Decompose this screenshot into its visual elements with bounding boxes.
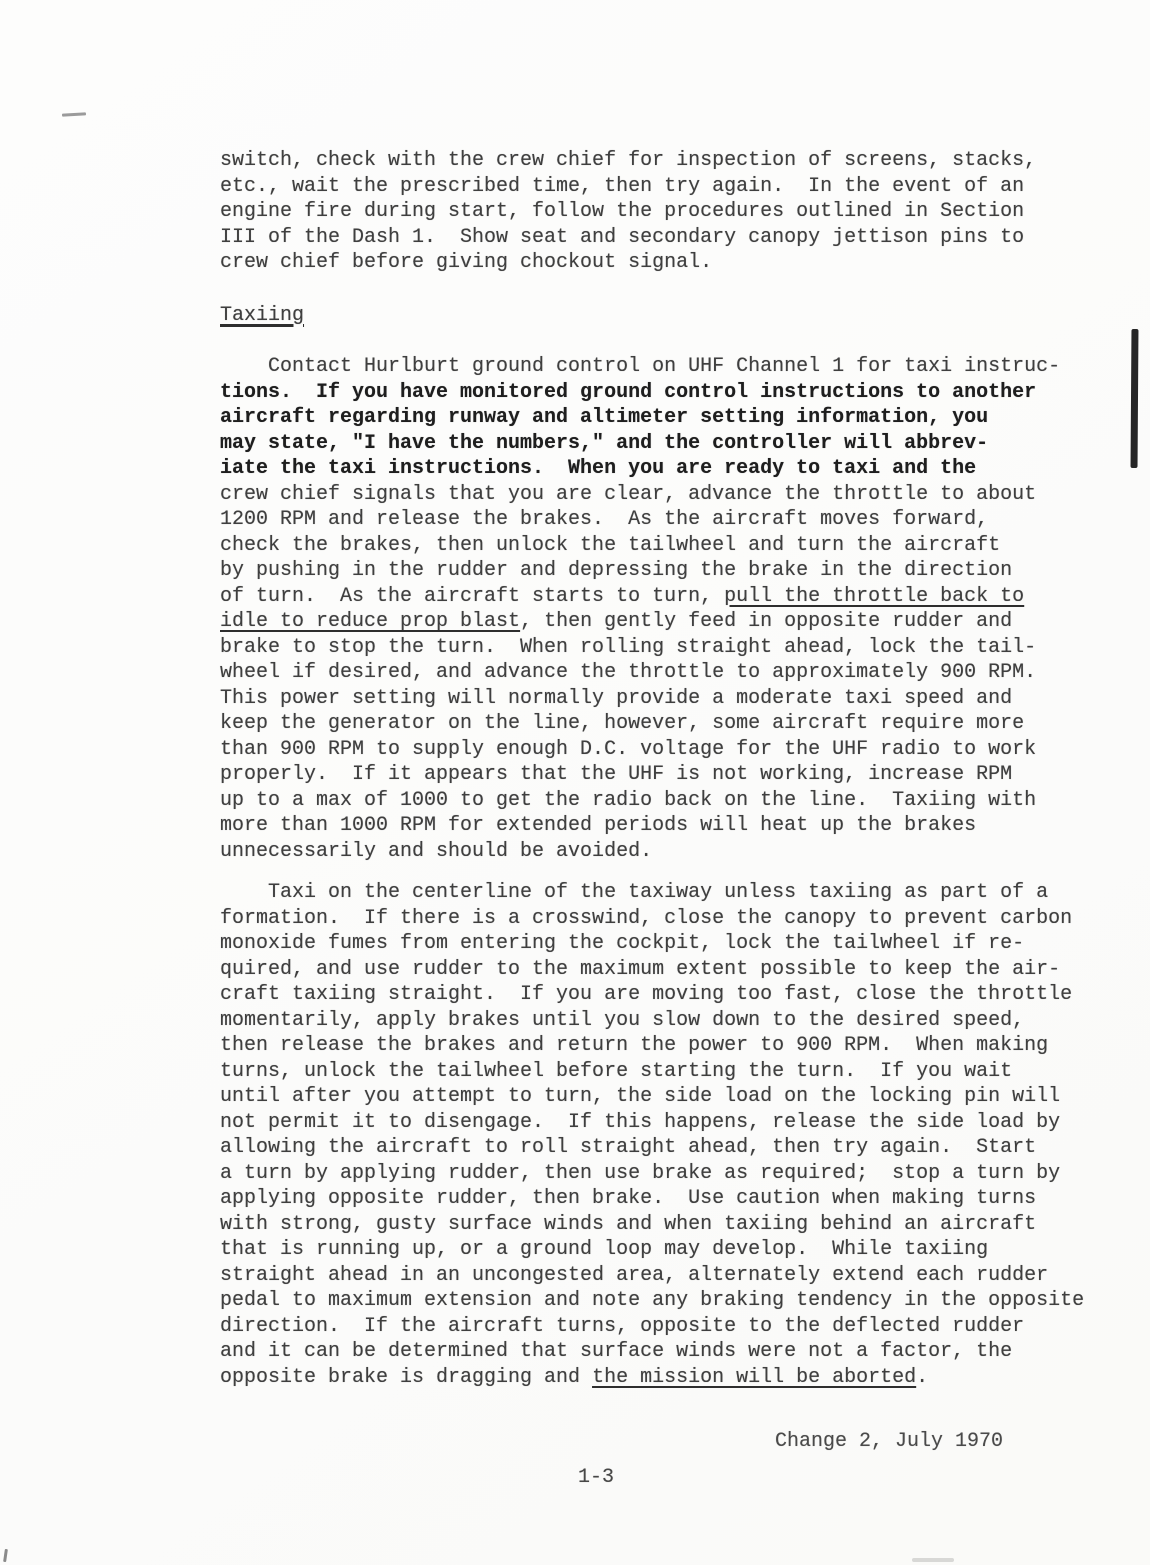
- text-segment: of turn. As the aircraft starts to turn,: [220, 584, 725, 608]
- text-line: [220, 456, 1120, 482]
- text-segment: properly. If it appears that the UHF is not working, increase RPM: [220, 763, 1013, 786]
- text-line: [220, 880, 1120, 906]
- text-segment: tions. If you have monitored ground control instructions to another: [220, 380, 1037, 404]
- text-line: [220, 1186, 1120, 1212]
- text-segment: momentarily, apply brakes until you slow down to the desired speed,: [220, 1008, 1025, 1032]
- text-line: [220, 1008, 1120, 1034]
- text-line: [220, 431, 1120, 457]
- text-line: [220, 906, 1120, 932]
- text-segment: iate the taxi instructions. When you are ready to taxi and the: [220, 457, 977, 480]
- text-line: [220, 1135, 1120, 1161]
- text-segment: Contact Hurlburt ground control on UHF Channel 1 for taxi instruc-: [220, 355, 1061, 378]
- text-line: [220, 737, 1120, 763]
- text-line: [220, 174, 1120, 200]
- text-segment: check the brakes, then unlock the tailwheel and turn the aircraft: [220, 533, 1001, 557]
- text-segment: with strong, gusty surface winds and when taxiing behind an aircraft: [220, 1212, 1037, 1236]
- text-line: [220, 635, 1120, 661]
- text-line: [220, 1033, 1120, 1059]
- text-segment: opposite brake is dragging and: [220, 1365, 593, 1389]
- text-segment: that is running up, or a ground loop may develop. While taxiing: [220, 1238, 989, 1261]
- text-line: [220, 482, 1120, 508]
- text-segment: Taxi on the centerline of the taxiway unless taxiing as part of a: [220, 881, 1049, 904]
- text-segment: , then gently feed in opposite rudder and: [520, 610, 1013, 633]
- text-segment: keep the generator on the line, however, some aircraft require more: [220, 712, 1025, 735]
- text-segment: then release the brakes and return the power to 900 RPM. When making: [220, 1034, 1049, 1057]
- text-segment: monoxide fumes from entering the cockpit, lock the tailwheel if re-: [220, 932, 1025, 955]
- text-segment: the mission will be aborted: [592, 1365, 917, 1389]
- text-line: [220, 584, 1120, 610]
- text-segment: pull the throttle back to: [724, 584, 1025, 608]
- text-segment: up to a max of 1000 to get the radio back on the line. Taxiing with: [220, 788, 1037, 812]
- text-line: [220, 303, 1120, 329]
- text-line: [220, 1084, 1120, 1110]
- text-segment: until after you attempt to turn, the side load on the locking pin will: [220, 1085, 1061, 1108]
- text-line: [220, 839, 1120, 865]
- text-line: [220, 1288, 1120, 1314]
- text-segment: This power setting will normally provide a moderate taxi speed and: [220, 686, 1013, 710]
- text-segment: quired, and use rudder to the maximum extent possible to keep the air-: [220, 957, 1061, 981]
- text-segment: by pushing in the rudder and depressing the brake in the direction: [220, 559, 1013, 582]
- text-line: [220, 762, 1120, 788]
- text-segment: crew chief before giving chockout signal.: [220, 251, 713, 274]
- text-segment: III of the Dash 1. Show seat and secondary canopy jettison pins to: [220, 225, 1025, 249]
- text-line: [220, 957, 1120, 983]
- text-segment: more than 1000 RPM for extended periods will heat up the brakes: [220, 814, 977, 837]
- text-line: [220, 199, 1120, 225]
- heading-taxiing: [220, 303, 1120, 329]
- text-line: [220, 507, 1120, 533]
- footer-page-number: 1-3: [578, 1466, 615, 1489]
- text-line: [220, 982, 1120, 1008]
- text-line: [220, 1059, 1120, 1085]
- text-line: [220, 1314, 1120, 1340]
- text-segment: aircraft regarding runway and altimeter setting information, you: [220, 406, 989, 429]
- text-line: [220, 1339, 1120, 1365]
- text-line: [220, 1161, 1120, 1187]
- text-line: [220, 931, 1120, 957]
- footer-change-note: Change 2, July 1970: [775, 1430, 1004, 1453]
- text-segment: etc., wait the prescribed time, then try again. In the event of an: [220, 174, 1025, 198]
- text-segment: allowing the aircraft to roll straight ahead, then try again. Start: [220, 1136, 1037, 1159]
- scan-artifact-tick: [3, 1549, 8, 1562]
- text-segment: straight ahead in an uncongested area, alternately extend each rudder: [220, 1263, 1049, 1287]
- text-line: [220, 558, 1120, 584]
- text-line: [220, 1110, 1120, 1136]
- text-segment: crew chief signals that you are clear, advance the throttle to about: [220, 482, 1037, 506]
- text-segment: unnecessarily and should be avoided.: [220, 839, 653, 863]
- text-line: [220, 660, 1120, 686]
- text-line: [220, 250, 1120, 276]
- text-segment: wheel if desired, and advance the throttle to approximately 900 RPM.: [220, 661, 1037, 684]
- text-line: [220, 788, 1120, 814]
- text-line: [220, 711, 1120, 737]
- text-segment: and it can be determined that surface winds were not a factor, the: [220, 1340, 1013, 1363]
- text-segment: idle to reduce prop blast: [220, 610, 521, 633]
- change-bar: [1131, 329, 1139, 468]
- text-segment: Taxiing: [220, 303, 305, 327]
- text-line: [220, 1365, 1120, 1391]
- text-segment: switch, check with the crew chief for inspection of screens, stacks,: [220, 149, 1037, 172]
- text-line: [220, 1212, 1120, 1238]
- text-segment: pedal to maximum extension and note any braking tendency in the opposite: [220, 1289, 1085, 1312]
- text-segment: 1200 RPM and release the brakes. As the aircraft moves forward,: [220, 508, 989, 531]
- text-line: [220, 225, 1120, 251]
- text-line: [220, 148, 1120, 174]
- text-line: [220, 813, 1120, 839]
- text-segment: may state, "I have the numbers," and the controller will abbrev-: [220, 431, 989, 455]
- text-line: [220, 533, 1120, 559]
- text-segment: than 900 RPM to supply enough D.C. voltage for the UHF radio to work: [220, 737, 1037, 761]
- text-line: [220, 405, 1120, 431]
- text-line: [220, 1237, 1120, 1263]
- text-segment: engine fire during start, follow the procedures outlined in Section: [220, 200, 1025, 223]
- text-segment: .: [916, 1365, 929, 1389]
- text-line: [220, 686, 1120, 712]
- para-taxi-instructions: [220, 354, 1120, 864]
- text-line: [220, 609, 1120, 635]
- scan-artifact-dash: [62, 112, 86, 116]
- text-segment: a turn by applying rudder, then use brake as required; stop a turn by: [220, 1161, 1061, 1185]
- text-line: [220, 354, 1120, 380]
- scan-artifact-smudge: [912, 1558, 954, 1562]
- text-segment: brake to stop the turn. When rolling straight ahead, lock the tail-: [220, 635, 1037, 659]
- text-segment: formation. If there is a crosswind, close the canopy to prevent carbon: [220, 906, 1073, 930]
- para-engine-start-continued: [220, 148, 1120, 276]
- text-line: [220, 1263, 1120, 1289]
- text-segment: craft taxiing straight. If you are moving too fast, close the throttle: [220, 983, 1073, 1006]
- text-segment: turns, unlock the tailwheel before starting the turn. If you wait: [220, 1059, 1013, 1083]
- text-segment: not permit it to disengage. If this happens, release the side load by: [220, 1110, 1061, 1134]
- para-taxi-technique: [220, 880, 1120, 1390]
- text-segment: direction. If the aircraft turns, opposite to the deflected rudder: [220, 1314, 1025, 1338]
- document-body: [220, 148, 1120, 1390]
- text-line: [220, 380, 1120, 406]
- text-segment: applying opposite rudder, then brake. Use caution when making turns: [220, 1187, 1037, 1210]
